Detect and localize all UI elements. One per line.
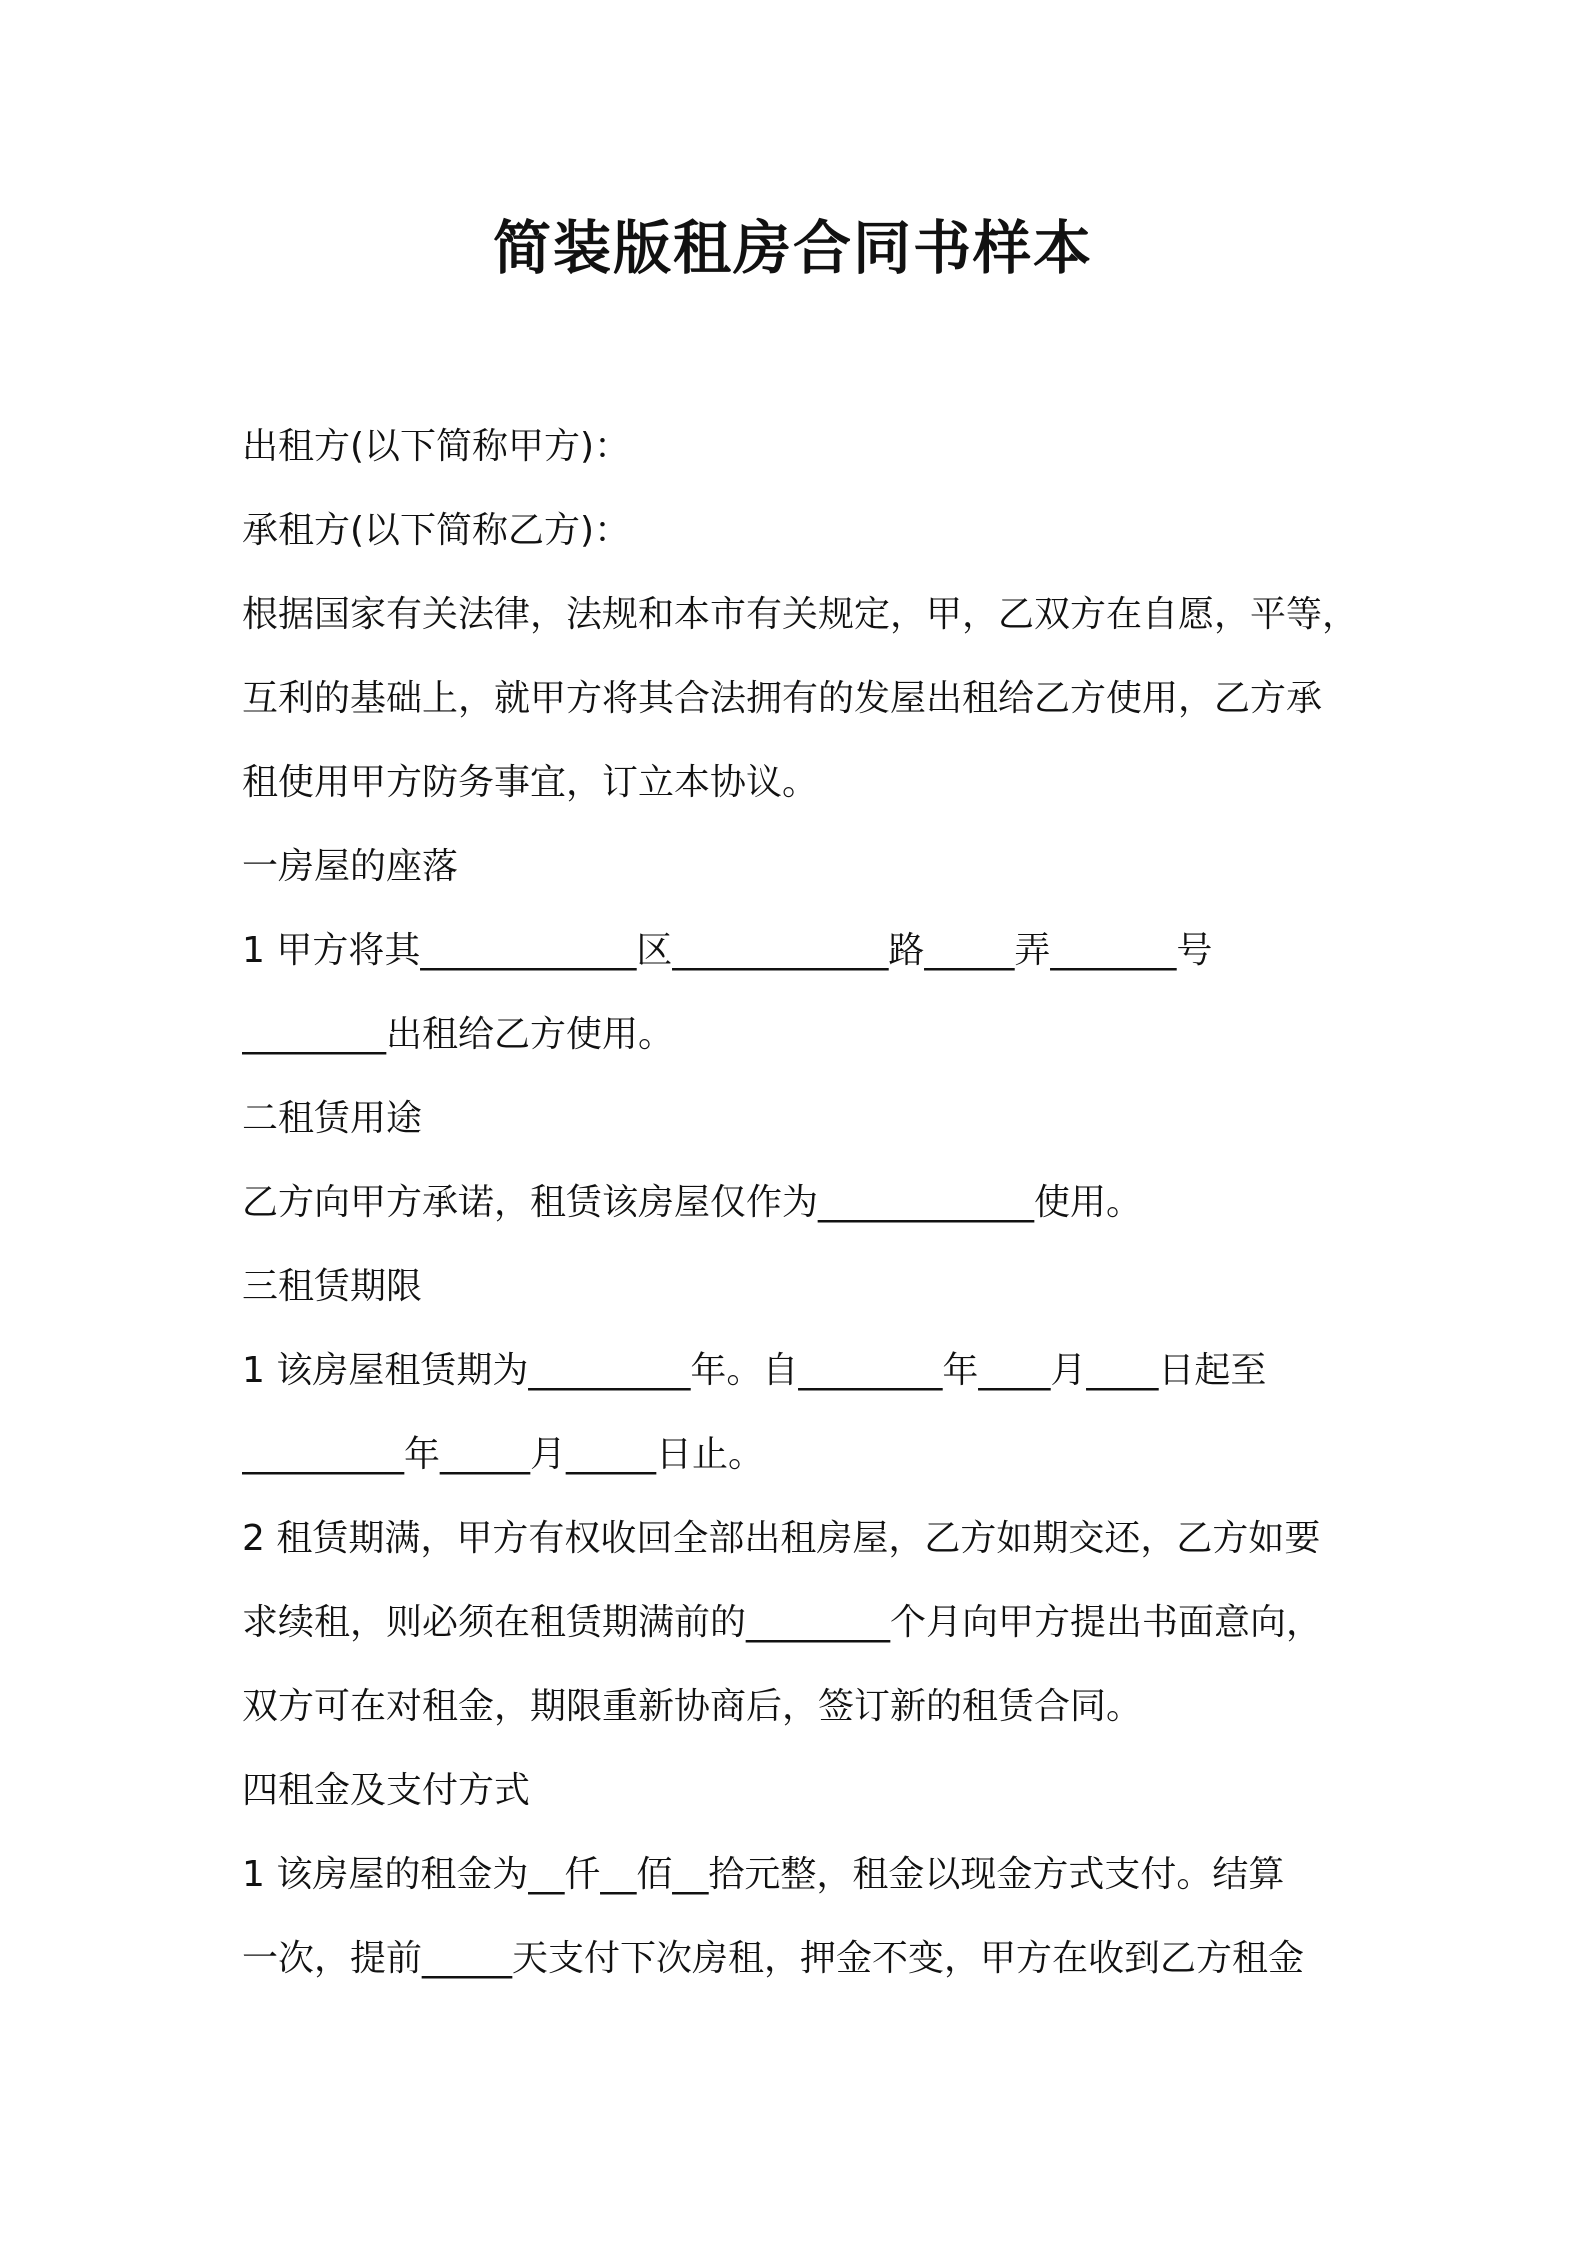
- lessee-line: 承租方(以下简称乙方)：: [242, 510, 631, 551]
- clause-term-1b: _________年_____月_____日止。: [242, 1434, 765, 1475]
- section-heading-rent: 四租金及支付方式: [242, 1770, 531, 1811]
- clause-term-2b: 求续租，则必须在租赁期满前的________个月向甲方提出书面意向，: [242, 1602, 1323, 1643]
- clause-term-2c: 双方可在对租金，期限重新协商后，签订新的租赁合同。: [242, 1686, 1143, 1727]
- clause-purpose: 乙方向甲方承诺，租赁该房屋仅作为____________使用。: [242, 1182, 1143, 1223]
- document-title: 简装版租房合同书样本: [492, 214, 1093, 282]
- preamble-line-2: 互利的基础上，就甲方将其合法拥有的发屋出租给乙方使用，乙方承: [242, 678, 1323, 719]
- document-body: [242, 405, 1362, 2001]
- preamble-line-1: 根据国家有关法律，法规和本市有关规定，甲，乙双方在自愿，平等，: [242, 594, 1359, 635]
- clause-rent-1a: 1 该房屋的租金为__仟__佰__拾元整，租金以现金方式支付。结算: [242, 1854, 1285, 1895]
- clause-term-2a: 2 租赁期满，甲方有权收回全部出租房屋，乙方如期交还，乙方如要: [242, 1518, 1321, 1559]
- clause-term-1a: 1 该房屋租赁期为_________年。自________年____月____日起至: [242, 1350, 1267, 1391]
- section-heading-term: 三租赁期限: [242, 1266, 423, 1307]
- lessor-line: 出租方(以下简称甲方)：: [242, 426, 631, 467]
- preamble-line-3: 租使用甲方防务事宜，订立本协议。: [242, 762, 819, 803]
- clause-rent-1b: 一次，提前_____天支付下次房租，押金不变，甲方在收到乙方租金: [242, 1938, 1305, 1979]
- section-heading-location: 一房屋的座落: [242, 846, 459, 887]
- section-heading-purpose: 二租赁用途: [242, 1098, 423, 1139]
- clause-location-1: 1 甲方将其____________区____________路_____弄_______号: [242, 930, 1213, 971]
- clause-location-2: ________出租给乙方使用。: [242, 1014, 675, 1055]
